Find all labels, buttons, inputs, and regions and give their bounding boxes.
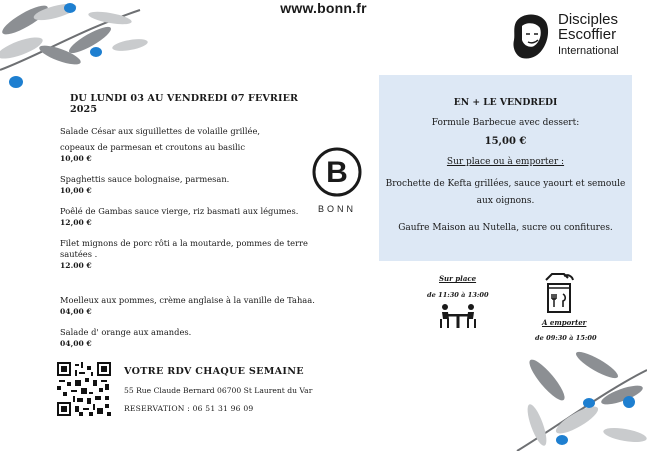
- address: 55 Rue Claude Bernard 06700 St Laurent du Var: [124, 386, 313, 395]
- menu-item-name: Moelleux aux pommes, crème anglaise à la vanille de Tahaa.: [60, 295, 315, 305]
- brand-wordmark: [558, 12, 619, 59]
- menu-item-name: Spaghettis sauce bolognaise, parmesan.: [60, 174, 230, 184]
- brand-line-2: Escoffier: [558, 26, 617, 43]
- onsite-label: Sur place: [439, 274, 477, 283]
- reservation-phone[interactable]: RESERVATION : 06 51 31 96 09: [124, 404, 254, 413]
- dining-table-icon: [439, 303, 477, 329]
- menu-item-price: 12.00 €: [60, 261, 92, 270]
- menu-item-price: 10,00 €: [60, 186, 92, 195]
- olive-branch-bottom-right-icon: [507, 340, 647, 451]
- menu-item-name: Salade César aux siguillettes de volaille grillée,: [60, 126, 261, 136]
- menu-item-price: 10,00 €: [60, 154, 92, 163]
- menu-item-price: 04,00 €: [60, 339, 92, 348]
- chef-portrait-icon: [508, 12, 554, 62]
- weekly-meeting-title: VOTRE RDV CHAQUE SEMAINE: [124, 366, 304, 377]
- friday-dish-1: Brochette de Kefta grillées, sauce yaourt et semoule aux oignons.: [385, 179, 626, 206]
- bonn-circle-icon: [311, 146, 363, 198]
- brand-line-3: International: [558, 45, 619, 57]
- menu-item-name: Poêlé de Gambas sauce vierge, riz basmati aux légumes.: [60, 206, 299, 216]
- menu-period: DU LUNDI 03 AU VENDREDI 07 FEVRIER 2025: [70, 93, 299, 115]
- takeaway-label: A emporter: [542, 318, 587, 327]
- menu-item-name: Filet mignons de porc rôti a la moutarde, pommes de terre: [60, 238, 308, 248]
- friday-price: 15,00 €: [484, 136, 527, 147]
- friday-heading: EN + LE VENDREDI: [453, 97, 558, 108]
- menu-item-price: 12,00 €: [60, 218, 92, 227]
- takeaway-bag-icon: [542, 272, 576, 314]
- onsite-hours: de 11:30 à 13:00: [427, 291, 489, 299]
- menu-item-detail: sautées .: [60, 249, 98, 259]
- menu-item: [60, 295, 360, 317]
- bonn-logo: [311, 146, 363, 214]
- disciples-escoffier-logo: [508, 10, 638, 68]
- bonn-logo-name: BONN: [317, 204, 356, 214]
- qr-code[interactable]: [57, 362, 111, 416]
- website-url[interactable]: www.bonn.fr: [280, 0, 367, 16]
- friday-special-panel: [379, 75, 632, 261]
- menu-item-name: Salade d' orange aux amandes.: [60, 327, 192, 337]
- bonn-logo-letter: B: [326, 156, 348, 189]
- menu-item: [60, 238, 360, 271]
- menu-item-price: 04,00 €: [60, 307, 92, 316]
- brand-line-1: Disciples: [558, 11, 619, 28]
- friday-place: Sur place ou à emporter :: [446, 157, 565, 167]
- friday-dish-2: Gaufre Maison au Nutella, sucre ou confitures.: [398, 223, 613, 233]
- takeaway-hours: de 09:30 à 15:00: [535, 334, 597, 342]
- menu-item-detail: copeaux de parmesan et croutons au basilic: [60, 142, 245, 152]
- menu-item: [60, 327, 360, 349]
- friday-formula: Formule Barbecue avec dessert:: [431, 118, 580, 128]
